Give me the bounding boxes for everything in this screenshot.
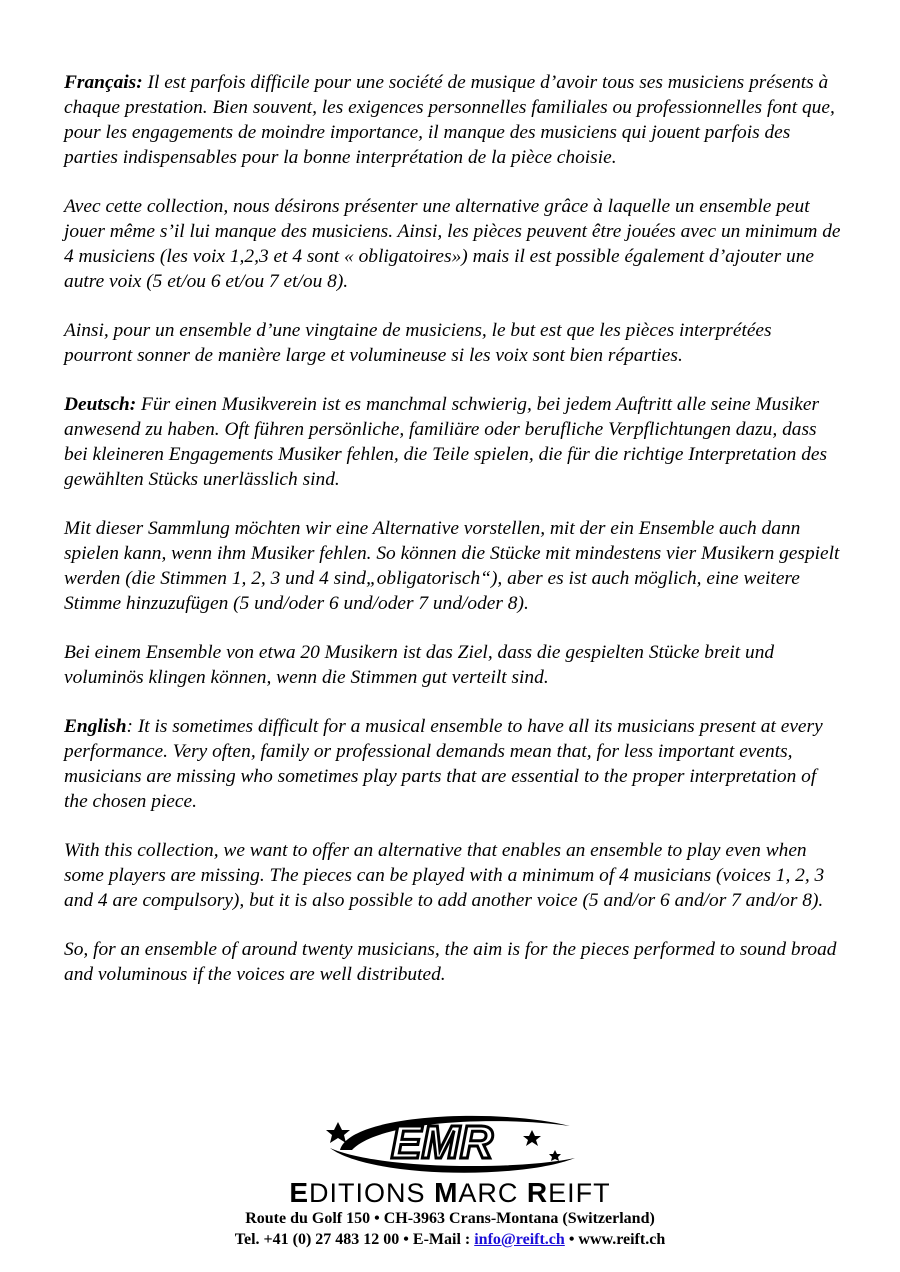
- paragraph-german-1: Deutsch: Für einen Musikverein ist es manchmal schwierig, bei jedem Auftritt alle seine Musiker anwesend zu haben. Oft führen persönliche, familiäre oder berufliche Verpflichtungen dazu, dass bei kleineren Engagements Musiker fehlen, die Teile spielen, die für die richtige Interpretation des gewählten Stücks unerlässlich sind.: [64, 394, 828, 490]
- email-link[interactable]: info@reift.ch: [474, 1231, 565, 1248]
- paragraph-french-2: Avec cette collection, nous désirons présenter une alternative grâce à laquelle un ensemble peut jouer même s’il lui manque des musiciens. Ainsi, les pièces peuvent être jouées avec un minimum de 4 musiciens (les voix 1,2,3 et 4 sont « obligatoires») mais il est possible également d’ajouter une autre voix (5 et/ou 6 et/ou 7 et/ou 8).: [64, 196, 841, 292]
- paragraph-english-3: So, for an ensemble of around twenty musicians, the aim is for the pieces performed to sound broad and voluminous if the voices are well distributed.: [64, 939, 837, 985]
- emr-logo-text: EMR: [390, 1116, 494, 1168]
- publisher-contact: Tel. +41 (0) 27 483 12 00 • E-Mail : info@reift.ch • www.reift.ch: [234, 1231, 666, 1248]
- publisher-address: Route du Golf 150 • CH-3963 Crans-Montana (Switzerland): [245, 1210, 655, 1227]
- paragraph-french-1: Français: Il est parfois difficile pour une société de musique d’avoir tous ses musiciens présents à chaque prestation. Bien souvent, les exigences personnelles familiales ou professionnelles font que, pour les engagements de moindre importance, il manque des musiciens qui jouent parfois des parties indispensables pour la bonne interprétation de la pièce choisie.: [64, 72, 835, 168]
- publisher-footer: [0, 1108, 900, 1250]
- document-body: [64, 70, 844, 1011]
- paragraph-german-3: Bei einem Ensemble von etwa 20 Musikern ist das Ziel, dass die gespielten Stücke breit und voluminös klingen können, wenn die Stimmen gut verteilt sind.: [64, 642, 775, 688]
- publisher-name: EDITIONS MARC REIFT: [289, 1177, 611, 1208]
- paragraph-english-2: With this collection, we want to offer an alternative that enables an ensemble to play even when some players are missing. The pieces can be played with a minimum of 4 musicians (voices 1, 2, 3 and 4 are compulsory), but it is also possible to add another voice (5 and/or 6 and/or 7 and/or 8).: [64, 840, 825, 911]
- paragraph-french-3: Ainsi, pour un ensemble d’une vingtaine de musiciens, le but est que les pièces interprétées pourront sonner de manière large et volumineuse si les voix sont bien réparties.: [64, 320, 772, 366]
- label-english: English: [64, 716, 127, 737]
- emr-logo-graphic: [270, 1108, 630, 1178]
- paragraph-german-2: Mit dieser Sammlung möchten wir eine Alternative vorstellen, mit der ein Ensemble auch dann spielen kann, wenn ihm Musiker fehlen. So können die Stücke mit mindestens vier Musikern gespielt werden (die Stimmen 1, 2, 3 und 4 sind„obligatorisch“), aber es ist auch möglich, eine weitere Stimme hinzuzufügen (5 und/oder 6 und/oder 7 und/oder 8).: [64, 518, 840, 614]
- label-deutsch: Deutsch:: [64, 394, 137, 415]
- label-francais: Français:: [64, 72, 143, 93]
- emr-logo: [270, 1108, 630, 1178]
- paragraph-english-1: English: It is sometimes difficult for a musical ensemble to have all its musicians present at every performance. Very often, family or professional demands mean that, for less important events, musicians are missing who sometimes play parts that are essential to the proper interpretation of the chosen piece.: [64, 716, 823, 812]
